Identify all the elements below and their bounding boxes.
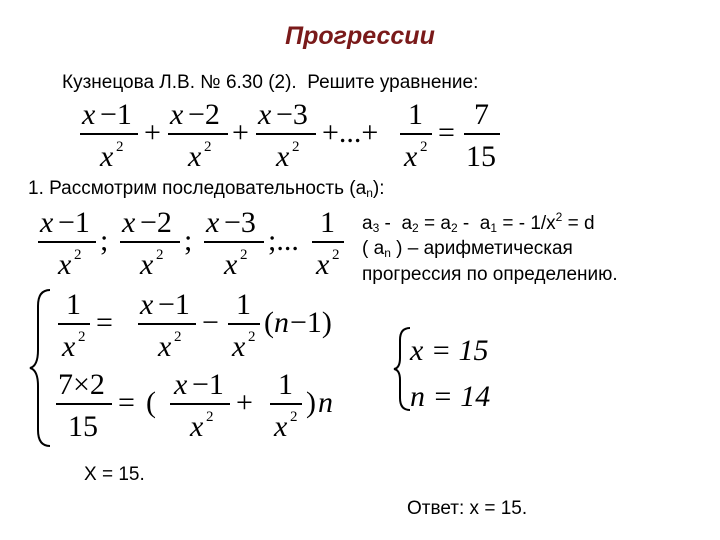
- term-a2b: a: [440, 213, 451, 234]
- svg-text:−1): −1): [290, 306, 332, 339]
- svg-text:2: 2: [174, 329, 182, 345]
- svg-text:2: 2: [420, 139, 428, 155]
- term-a3-index: 3: [372, 221, 380, 235]
- svg-text:x: x: [190, 410, 204, 443]
- svg-text:x: x: [40, 206, 54, 239]
- svg-text:x: x: [188, 140, 202, 173]
- svg-text:=: =: [118, 386, 135, 419]
- term-a1: a: [479, 213, 491, 234]
- svg-text:−2: −2: [188, 98, 220, 131]
- difference-rhs: = - 1/x: [502, 213, 556, 234]
- svg-text:2: 2: [204, 139, 212, 155]
- definition-text: ) – арифметическая: [390, 238, 573, 259]
- svg-text:−1: −1: [58, 206, 90, 239]
- step1-heading: [28, 178, 384, 200]
- svg-text:x: x: [276, 140, 290, 173]
- svg-text:1: 1: [320, 206, 335, 239]
- fraction-1: [80, 98, 138, 173]
- svg-text:;: ;: [184, 224, 193, 257]
- svg-text:−2: −2: [140, 206, 172, 239]
- main-equation: [60, 96, 520, 176]
- svg-text:x: x: [140, 288, 154, 321]
- solution-system: [392, 322, 532, 414]
- fraction-rhs: [464, 98, 500, 173]
- svg-text:2: 2: [240, 247, 248, 263]
- svg-text:−1: −1: [192, 368, 224, 401]
- system-equation-2: [56, 368, 333, 443]
- svg-text:=: =: [96, 306, 113, 339]
- svg-text:2: 2: [292, 139, 300, 155]
- definition-an: ( a: [362, 238, 385, 259]
- svg-text:2: 2: [74, 247, 82, 263]
- svg-text:−1: −1: [100, 98, 132, 131]
- svg-text:−: −: [202, 306, 219, 339]
- difference-rhs-exponent: 2: [555, 210, 563, 224]
- svg-text:x: x: [224, 248, 238, 281]
- svg-text:+: +: [144, 116, 161, 149]
- fraction-2: [168, 98, 228, 173]
- svg-text:2: 2: [116, 139, 124, 155]
- system-equation-1: [58, 288, 332, 363]
- svg-text:x: x: [82, 98, 96, 131]
- equation-system: [28, 286, 358, 452]
- svg-text:n: n: [274, 306, 289, 339]
- svg-text:15: 15: [466, 140, 496, 173]
- step1-heading-text: 1. Рассмотрим последовательность (a: [28, 178, 367, 199]
- term-a1-index: 1: [490, 221, 498, 235]
- fraction-last: [400, 98, 432, 173]
- svg-text:2: 2: [206, 409, 214, 425]
- svg-text:(: (: [264, 306, 274, 339]
- task-source: Кузнецова Л.В. № 6.30 (2).: [62, 72, 297, 93]
- svg-text:2: 2: [332, 247, 340, 263]
- difference-rhs-d: = d: [562, 213, 595, 234]
- definition-line-2: прогрессия по определению.: [362, 264, 618, 285]
- svg-text:1: 1: [66, 288, 81, 321]
- result-x: Х = 15.: [84, 464, 145, 485]
- svg-text:;: ;: [100, 224, 109, 257]
- svg-text:x: x: [100, 140, 114, 173]
- svg-text:x: x: [258, 98, 272, 131]
- svg-text:1: 1: [408, 98, 423, 131]
- term-a3: a: [362, 213, 373, 234]
- svg-text:x: x: [158, 330, 172, 363]
- svg-text:x: x: [122, 206, 136, 239]
- svg-text:): ): [306, 386, 316, 419]
- step1-heading-close: ):: [372, 178, 385, 199]
- svg-text:2: 2: [248, 329, 256, 345]
- svg-text:x: x: [206, 206, 220, 239]
- svg-text:x: x: [316, 248, 330, 281]
- svg-text:x: x: [140, 248, 154, 281]
- svg-text:n: n: [318, 386, 333, 419]
- svg-text:+...+: +...+: [322, 116, 379, 149]
- solution-x: x = 15: [410, 334, 489, 367]
- svg-text:−1: −1: [158, 288, 190, 321]
- svg-text:7×2: 7×2: [58, 368, 105, 401]
- term-a2-index: 2: [412, 221, 419, 235]
- svg-text:1: 1: [236, 288, 251, 321]
- svg-text:x: x: [232, 330, 246, 363]
- svg-text:15: 15: [68, 410, 98, 443]
- svg-text:−3: −3: [276, 98, 308, 131]
- system-brace: [30, 290, 50, 446]
- svg-text:x: x: [174, 368, 188, 401]
- svg-text:x: x: [274, 410, 288, 443]
- svg-text:+: +: [236, 386, 253, 419]
- sequence-terms: [28, 204, 358, 284]
- svg-text:−3: −3: [224, 206, 256, 239]
- svg-text:2: 2: [156, 247, 164, 263]
- difference-line: $a_3 - a_2 = a_2 - a_1$ = - $1/x^2 = d$: [362, 210, 595, 235]
- solution-brace: [394, 328, 410, 410]
- answer: Ответ: х = 15.: [407, 498, 528, 519]
- definition-line-1: [362, 238, 573, 260]
- svg-text:7: 7: [474, 98, 489, 131]
- task-line: [62, 72, 478, 94]
- svg-text:=: =: [438, 116, 455, 149]
- svg-text:x: x: [170, 98, 184, 131]
- svg-text:(: (: [146, 386, 156, 419]
- svg-text:2: 2: [290, 409, 298, 425]
- svg-text:x: x: [404, 140, 418, 173]
- step1-heading-sub: n: [366, 186, 373, 200]
- definition-an-index: n: [384, 246, 391, 260]
- svg-text:x: x: [58, 248, 72, 281]
- svg-text:1: 1: [278, 368, 293, 401]
- svg-text:x: x: [62, 330, 76, 363]
- slide-title: Прогрессии: [285, 22, 435, 50]
- term-a2b-index: 2: [450, 221, 458, 235]
- svg-text:+: +: [232, 116, 249, 149]
- task-instruction: Решите уравнение:: [307, 72, 479, 93]
- solution-n: n = 14: [410, 380, 491, 413]
- svg-text:2: 2: [78, 329, 86, 345]
- term-a2: a: [401, 213, 413, 234]
- svg-text:;...: ;...: [268, 224, 299, 257]
- fraction-3: [256, 98, 316, 173]
